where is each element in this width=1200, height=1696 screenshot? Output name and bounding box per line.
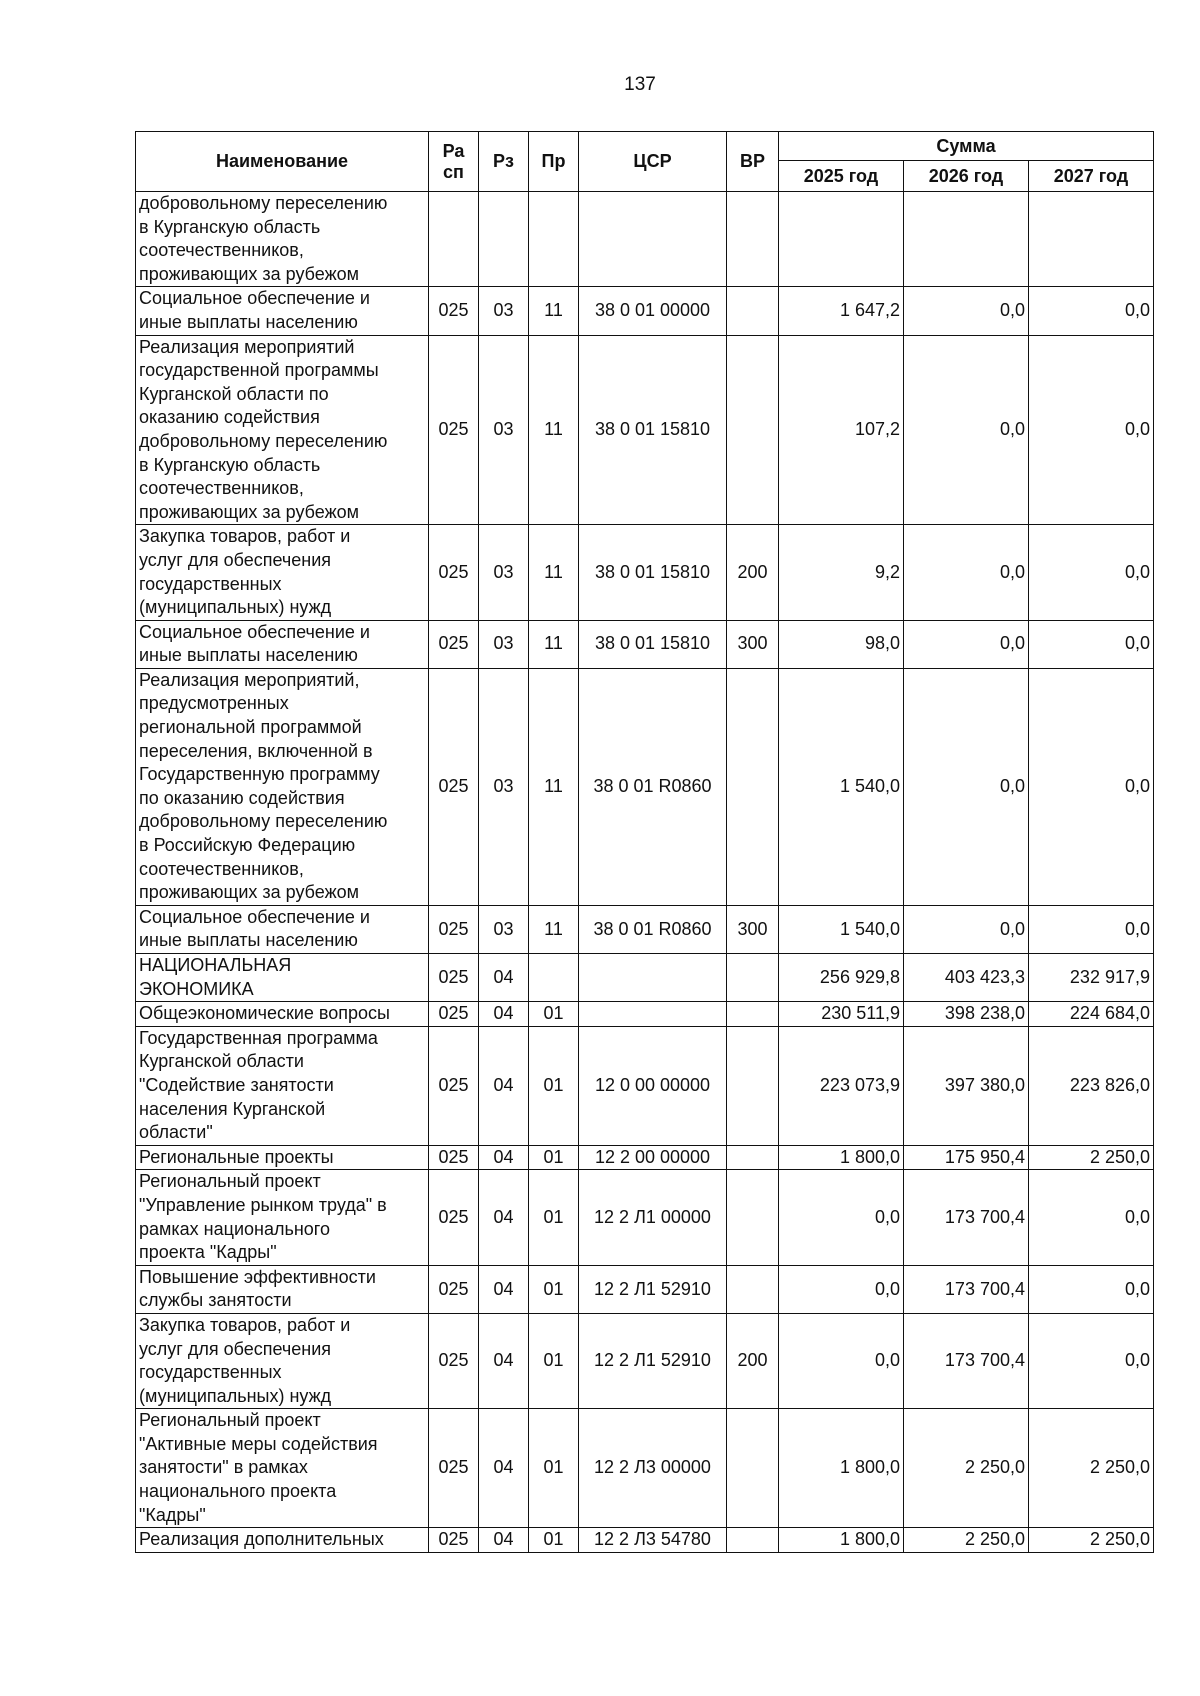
cell-rasp: 025 bbox=[429, 905, 479, 953]
table-body bbox=[136, 192, 1154, 1553]
cell-rasp: 025 bbox=[429, 335, 479, 525]
table-row bbox=[136, 620, 1154, 668]
cell-2025: 1 800,0 bbox=[779, 1409, 904, 1528]
cell-2027: 0,0 bbox=[1029, 1265, 1154, 1313]
cell-vr bbox=[727, 287, 779, 335]
header-2025: 2025 год bbox=[779, 161, 904, 192]
cell-rasp: 025 bbox=[429, 1026, 479, 1145]
cell-rasp: 025 bbox=[429, 1002, 479, 1027]
table-row bbox=[136, 525, 1154, 620]
cell-rasp: 025 bbox=[429, 1170, 479, 1265]
cell-2025: 1 647,2 bbox=[779, 287, 904, 335]
cell-2027: 0,0 bbox=[1029, 335, 1154, 525]
cell-2025: 107,2 bbox=[779, 335, 904, 525]
cell-pr bbox=[529, 954, 579, 1002]
cell-2027: 2 250,0 bbox=[1029, 1409, 1154, 1528]
table-row bbox=[136, 1313, 1154, 1408]
table-row bbox=[136, 905, 1154, 953]
cell-2025: 0,0 bbox=[779, 1170, 904, 1265]
cell-vr bbox=[727, 1265, 779, 1313]
cell-name: Социальное обеспечение и иные выплаты населению bbox=[136, 287, 429, 335]
cell-rasp: 025 bbox=[429, 620, 479, 668]
cell-2026: 0,0 bbox=[904, 668, 1029, 905]
cell-name: Реализация мероприятий, предусмотренных региональной программой переселения, включенной в Государственную программу по оказанию содействия добровольному переселению в Российскую Федерацию соотечественников, проживающих за рубежом bbox=[136, 668, 429, 905]
cell-2027: 0,0 bbox=[1029, 1170, 1154, 1265]
cell-2026: 0,0 bbox=[904, 905, 1029, 953]
cell-csr: 38 0 01 15810 bbox=[579, 525, 727, 620]
cell-2025: 223 073,9 bbox=[779, 1026, 904, 1145]
cell-name: Общеэкономические вопросы bbox=[136, 1002, 429, 1027]
cell-vr bbox=[727, 1528, 779, 1553]
header-2026: 2026 год bbox=[904, 161, 1029, 192]
cell-vr: 200 bbox=[727, 525, 779, 620]
cell-rz: 04 bbox=[479, 1313, 529, 1408]
cell-2026: 0,0 bbox=[904, 525, 1029, 620]
cell-rz: 03 bbox=[479, 287, 529, 335]
cell-name: Социальное обеспечение и иные выплаты населению bbox=[136, 620, 429, 668]
header-rasp: Ра сп bbox=[429, 132, 479, 192]
budget-table bbox=[135, 131, 1154, 1553]
cell-pr: 01 bbox=[529, 1265, 579, 1313]
cell-2027: 0,0 bbox=[1029, 668, 1154, 905]
cell-2025: 256 929,8 bbox=[779, 954, 904, 1002]
cell-rz: 04 bbox=[479, 1170, 529, 1265]
table-row bbox=[136, 192, 1154, 287]
cell-2026 bbox=[904, 192, 1029, 287]
cell-vr bbox=[727, 192, 779, 287]
cell-2025: 230 511,9 bbox=[779, 1002, 904, 1027]
cell-2026: 173 700,4 bbox=[904, 1313, 1029, 1408]
cell-pr: 11 bbox=[529, 335, 579, 525]
cell-2027: 0,0 bbox=[1029, 620, 1154, 668]
cell-rz: 03 bbox=[479, 335, 529, 525]
cell-csr bbox=[579, 954, 727, 1002]
header-sum: Сумма bbox=[779, 132, 1154, 161]
cell-2027: 0,0 bbox=[1029, 287, 1154, 335]
cell-2026: 403 423,3 bbox=[904, 954, 1029, 1002]
cell-rz: 03 bbox=[479, 620, 529, 668]
cell-2027: 2 250,0 bbox=[1029, 1145, 1154, 1170]
cell-name: Повышение эффективности службы занятости bbox=[136, 1265, 429, 1313]
cell-rz: 04 bbox=[479, 954, 529, 1002]
header-name: Наименование bbox=[136, 132, 429, 192]
cell-csr bbox=[579, 192, 727, 287]
header-csr: ЦСР bbox=[579, 132, 727, 192]
cell-csr: 12 2 00 00000 bbox=[579, 1145, 727, 1170]
cell-2027: 0,0 bbox=[1029, 905, 1154, 953]
cell-2025: 1 540,0 bbox=[779, 905, 904, 953]
cell-vr bbox=[727, 954, 779, 1002]
table-row bbox=[136, 668, 1154, 905]
header-2027: 2027 год bbox=[1029, 161, 1154, 192]
cell-name: Закупка товаров, работ и услуг для обеспечения государственных (муниципальных) нужд bbox=[136, 525, 429, 620]
cell-2025: 1 800,0 bbox=[779, 1528, 904, 1553]
cell-name: Государственная программа Курганской области "Содействие занятости населения Курганской области" bbox=[136, 1026, 429, 1145]
table-row bbox=[136, 335, 1154, 525]
cell-vr bbox=[727, 1002, 779, 1027]
cell-vr bbox=[727, 1026, 779, 1145]
cell-csr: 38 0 01 00000 bbox=[579, 287, 727, 335]
cell-csr: 38 0 01 R0860 bbox=[579, 905, 727, 953]
cell-pr: 01 bbox=[529, 1170, 579, 1265]
cell-name: Закупка товаров, работ и услуг для обеспечения государственных (муниципальных) нужд bbox=[136, 1313, 429, 1408]
cell-rz: 03 bbox=[479, 525, 529, 620]
cell-rz: 03 bbox=[479, 905, 529, 953]
cell-rasp: 025 bbox=[429, 1409, 479, 1528]
cell-2025: 9,2 bbox=[779, 525, 904, 620]
cell-2027: 224 684,0 bbox=[1029, 1002, 1154, 1027]
cell-2026: 0,0 bbox=[904, 287, 1029, 335]
cell-rasp: 025 bbox=[429, 954, 479, 1002]
cell-2025: 98,0 bbox=[779, 620, 904, 668]
cell-2027: 232 917,9 bbox=[1029, 954, 1154, 1002]
cell-rz: 04 bbox=[479, 1002, 529, 1027]
cell-2026: 173 700,4 bbox=[904, 1170, 1029, 1265]
cell-2025: 1 800,0 bbox=[779, 1145, 904, 1170]
cell-rz bbox=[479, 192, 529, 287]
cell-rz: 04 bbox=[479, 1145, 529, 1170]
cell-2026: 175 950,4 bbox=[904, 1145, 1029, 1170]
cell-2027: 223 826,0 bbox=[1029, 1026, 1154, 1145]
cell-2027: 2 250,0 bbox=[1029, 1528, 1154, 1553]
cell-name: Реализация мероприятий государственной программы Курганской области по оказанию содействия добровольному переселению в Курганскую область соотечественников, проживающих за рубежом bbox=[136, 335, 429, 525]
cell-pr: 01 bbox=[529, 1409, 579, 1528]
table-row bbox=[136, 954, 1154, 1002]
table-row bbox=[136, 1170, 1154, 1265]
cell-2027 bbox=[1029, 192, 1154, 287]
cell-2026: 2 250,0 bbox=[904, 1528, 1029, 1553]
cell-vr: 300 bbox=[727, 620, 779, 668]
cell-rasp: 025 bbox=[429, 1528, 479, 1553]
cell-rasp: 025 bbox=[429, 287, 479, 335]
cell-name: добровольному переселению в Курганскую область соотечественников, проживающих за рубежом bbox=[136, 192, 429, 287]
cell-2026: 2 250,0 bbox=[904, 1409, 1029, 1528]
cell-csr bbox=[579, 1002, 727, 1027]
cell-csr: 12 2 Л1 52910 bbox=[579, 1313, 727, 1408]
cell-2026: 0,0 bbox=[904, 335, 1029, 525]
cell-pr: 01 bbox=[529, 1313, 579, 1408]
cell-pr: 11 bbox=[529, 620, 579, 668]
table-row bbox=[136, 287, 1154, 335]
cell-csr: 12 2 Л1 52910 bbox=[579, 1265, 727, 1313]
cell-rz: 04 bbox=[479, 1409, 529, 1528]
header-rz: Рз bbox=[479, 132, 529, 192]
cell-csr: 38 0 01 15810 bbox=[579, 620, 727, 668]
header-vr: ВР bbox=[727, 132, 779, 192]
cell-vr bbox=[727, 1145, 779, 1170]
cell-rasp: 025 bbox=[429, 668, 479, 905]
cell-2027: 0,0 bbox=[1029, 1313, 1154, 1408]
table-row bbox=[136, 1409, 1154, 1528]
cell-rz: 04 bbox=[479, 1528, 529, 1553]
cell-rz: 03 bbox=[479, 668, 529, 905]
cell-pr: 01 bbox=[529, 1528, 579, 1553]
cell-rz: 04 bbox=[479, 1026, 529, 1145]
cell-pr bbox=[529, 192, 579, 287]
cell-pr: 01 bbox=[529, 1026, 579, 1145]
cell-name: Региональный проект "Управление рынком труда" в рамках национального проекта "Кадры" bbox=[136, 1170, 429, 1265]
cell-vr bbox=[727, 335, 779, 525]
cell-2027: 0,0 bbox=[1029, 525, 1154, 620]
cell-rasp: 025 bbox=[429, 1313, 479, 1408]
header-pr: Пр bbox=[529, 132, 579, 192]
cell-vr bbox=[727, 1409, 779, 1528]
cell-rz: 04 bbox=[479, 1265, 529, 1313]
cell-csr: 12 2 Л3 54780 bbox=[579, 1528, 727, 1553]
header-row bbox=[136, 132, 1154, 161]
cell-name: Реализация дополнительных bbox=[136, 1528, 429, 1553]
cell-vr: 300 bbox=[727, 905, 779, 953]
cell-pr: 11 bbox=[529, 287, 579, 335]
cell-2026: 398 238,0 bbox=[904, 1002, 1029, 1027]
cell-rasp bbox=[429, 192, 479, 287]
cell-name: НАЦИОНАЛЬНАЯ ЭКОНОМИКА bbox=[136, 954, 429, 1002]
page-number: 137 bbox=[624, 74, 656, 95]
cell-csr: 12 0 00 00000 bbox=[579, 1026, 727, 1145]
cell-name: Социальное обеспечение и иные выплаты населению bbox=[136, 905, 429, 953]
table-row bbox=[136, 1145, 1154, 1170]
cell-pr: 01 bbox=[529, 1145, 579, 1170]
cell-vr bbox=[727, 1170, 779, 1265]
cell-2025 bbox=[779, 192, 904, 287]
cell-rasp: 025 bbox=[429, 1265, 479, 1313]
cell-name: Региональные проекты bbox=[136, 1145, 429, 1170]
cell-2025: 0,0 bbox=[779, 1313, 904, 1408]
cell-vr: 200 bbox=[727, 1313, 779, 1408]
cell-vr bbox=[727, 668, 779, 905]
cell-csr: 12 2 Л1 00000 bbox=[579, 1170, 727, 1265]
cell-name: Региональный проект "Активные меры содействия занятости" в рамках национального проекта "Кадры" bbox=[136, 1409, 429, 1528]
cell-pr: 11 bbox=[529, 525, 579, 620]
cell-pr: 01 bbox=[529, 1002, 579, 1027]
cell-rasp: 025 bbox=[429, 1145, 479, 1170]
cell-pr: 11 bbox=[529, 668, 579, 905]
cell-csr: 38 0 01 R0860 bbox=[579, 668, 727, 905]
cell-2026: 0,0 bbox=[904, 620, 1029, 668]
cell-rasp: 025 bbox=[429, 525, 479, 620]
cell-csr: 38 0 01 15810 bbox=[579, 335, 727, 525]
table-row bbox=[136, 1002, 1154, 1027]
cell-pr: 11 bbox=[529, 905, 579, 953]
table-row bbox=[136, 1528, 1154, 1553]
table-row bbox=[136, 1026, 1154, 1145]
cell-csr: 12 2 Л3 00000 bbox=[579, 1409, 727, 1528]
cell-2025: 1 540,0 bbox=[779, 668, 904, 905]
table-row bbox=[136, 1265, 1154, 1313]
cell-2026: 173 700,4 bbox=[904, 1265, 1029, 1313]
cell-2025: 0,0 bbox=[779, 1265, 904, 1313]
cell-2026: 397 380,0 bbox=[904, 1026, 1029, 1145]
